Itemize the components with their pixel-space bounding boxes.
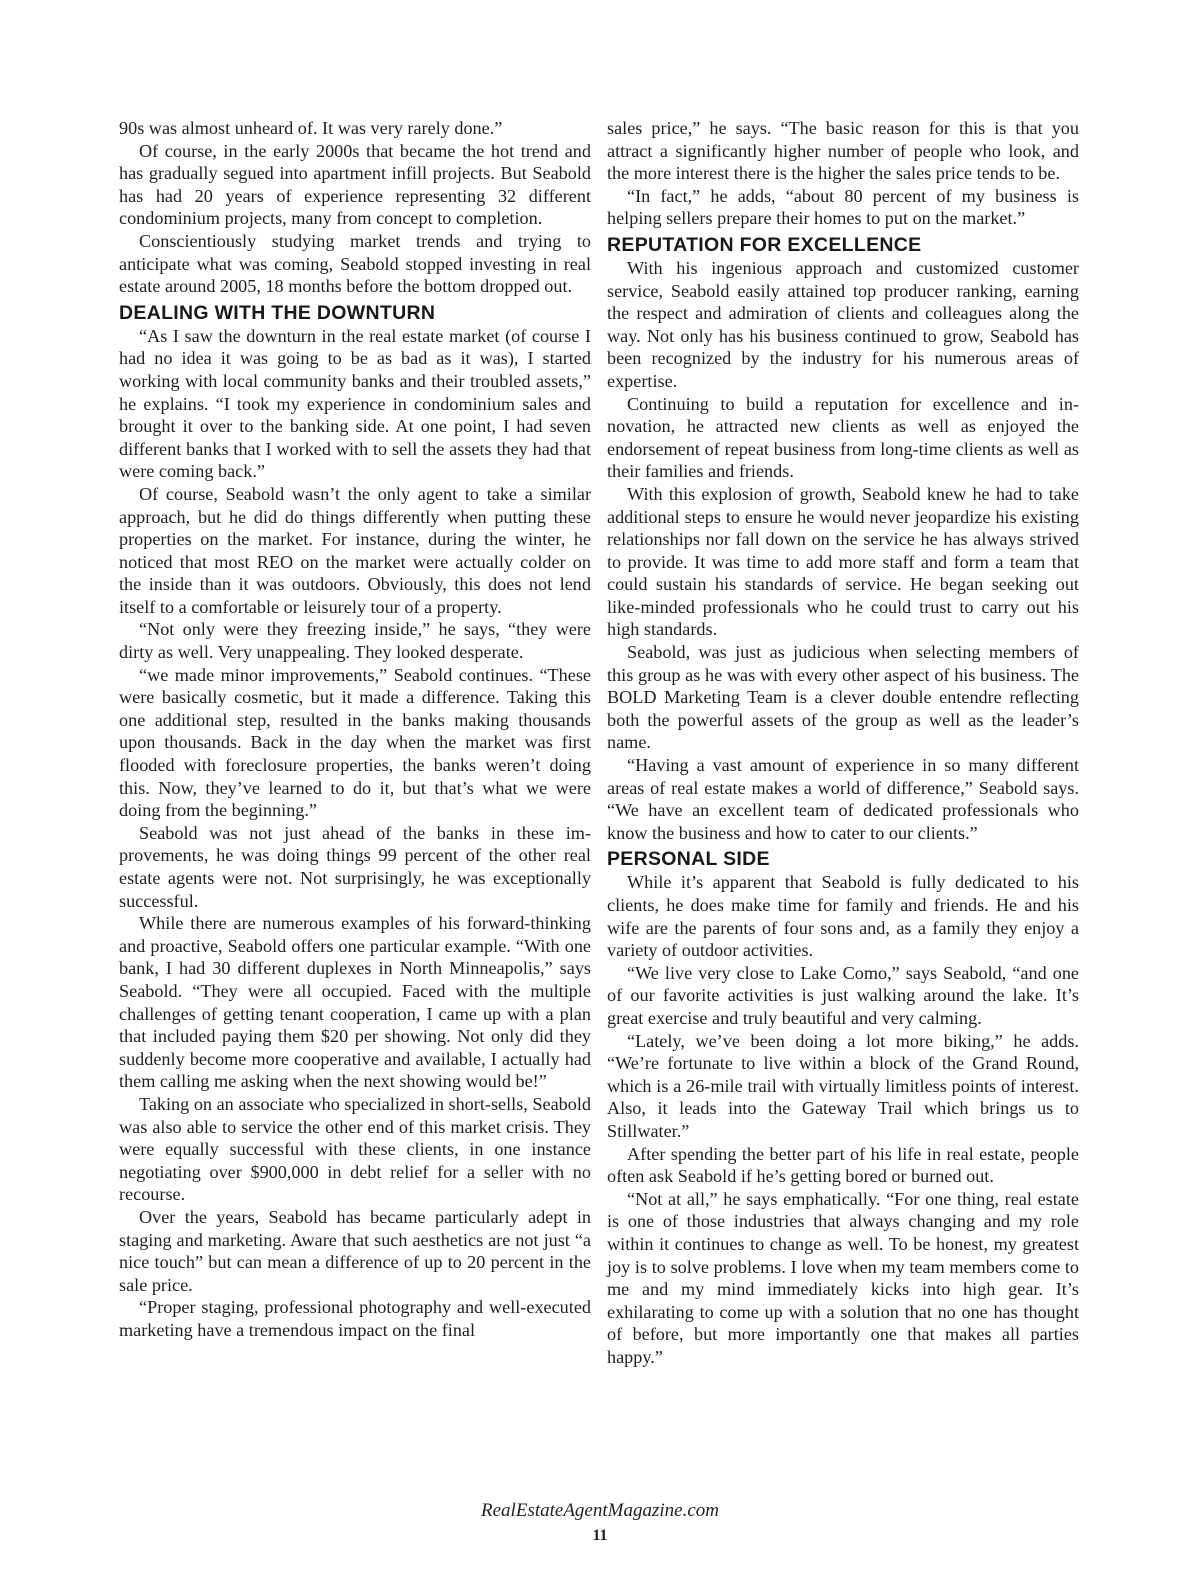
section-heading-reputation: REPUTATION FOR EXCELLENCE (607, 233, 922, 256)
page-number: 11 (592, 1527, 608, 1544)
left-column (119, 117, 591, 1341)
right-column (607, 117, 1079, 1368)
paragraph: With his ingenious approach and customized customer service, Seabold easily attained top producer ranking, earning the respect and admiration of clients and colleagues along the way. Not only has his business continued to grow, Seabold has been recognized by the industry for his numerous areas of expertise. (607, 257, 1079, 391)
footer-site-name: RealEstateAgentMagazine.com (481, 1500, 719, 1521)
paragraph: “Having a vast amount of experience in so many different areas of real estate makes a world of difference,” Seabold says. “We have an excellent team of dedicated professionals who know the business and how to cater to our clients.” (607, 755, 1079, 843)
paragraph: Conscientiously studying market trends and trying to anticipate what was coming, Seabold stopped investing in real estate around 2005, 18 months before the bottom dropped out. (119, 230, 591, 297)
paragraph: With this explosion of growth, Seabold knew he had to take additional steps to ensure he would never jeopardize his existing relationships nor fall down on the service he has always strived to provide. It was time to add more staff and form a team that could sustain his standards of service. He began seeking out like-minded professionals who he could trust to carry out his high standards. (607, 483, 1079, 640)
paragraph: Over the years, Seabold has became particularly adept in staging and marketing. Aware that such aesthetics are not just “a nice touch” but can mean a difference of up to 20 percent in the sale price. (119, 1206, 591, 1295)
paragraph: While it’s apparent that Seabold is fully dedicated to his clients, he does make time for family and friends. He and his wife are the parents of four sons and, as a family they enjoy a variety of outdoor activities. (607, 872, 1079, 961)
paragraph: “Lately, we’ve been doing a lot more biking,” he adds. “We’re fortunate to live within a block of the Grand Round, which is a 26-mile trail with virtually limitless points of interest. Also, it leads into the Gateway Trail which brings us to Stillwater.” (607, 1030, 1079, 1141)
paragraph: Seabold was not just ahead of the banks in these improvements, he was doing things 99 percent of the other real estate agents were not. Not surprisingly, he was exceptionally successful. (119, 822, 591, 911)
paragraph: 90s was almost unheard of. It was very rarely done.” (119, 118, 503, 138)
paragraph: “Proper staging, professional photography and well-executed marketing have a tremendous impact on the final (119, 1297, 591, 1340)
paragraph: “Not only were they freezing inside,” he says, “they were dirty as well. Very unappealing. They looked desperate. (119, 619, 591, 663)
paragraph: Of course, Seabold wasn’t the only agent to take a similar approach, but he did do things differently when putting these properties on the market. For instance, during the winter, he noticed that most REO on the market were actually colder on the inside than it was outdoors. Obviously, this does not lend itself to a comfortable or leisurely tour of a property. (119, 483, 591, 617)
paragraph: While there are numerous examples of his forward-thinking and proactive, Seabold offers one particular example. “With one bank, I had 30 different duplexes in North Minneapolis,” says Seabold. “They were all occupied. Faced with the multiple challenges of getting tenant cooperation, I came up with a plan that included paying them $20 per showing. Not only did they suddenly become more cooperative and available, I actually had them calling me asking when the next showing would be!” (119, 913, 591, 1092)
paragraph: “Not at all,” he says emphatically. “For one thing, real estate is one of those industries that always changing and my role within it continues to change as well. To be honest, my greatest joy is to solve problems. I love when my team members come to me and my mind immediately kicks into high gear. It’s exhilarating to come up with a solution that no one has thought of before, but more importantly one that makes all parties happy.” (607, 1188, 1079, 1367)
paragraph: After spending the better part of his life in real estate, people often ask Seabold if he’s getting bored or burned out. (607, 1143, 1079, 1187)
paragraph: “In fact,” he adds, “about 80 percent of my business is helping sellers prepare their homes to put on the market.” (607, 185, 1079, 229)
section-heading-personal: PERSONAL SIDE (607, 848, 770, 871)
section-heading-downturn: DEALING WITH THE DOWNTURN (119, 301, 436, 324)
paragraph: “we made minor improvements,” Seabold continues. “These were basically cosmetic, but it made a difference. Taking this one additional step, resulted in the banks making thousands upon thousands. Back in the day when the market was first flooded with foreclosure properties, the banks weren’t doing this. Now, they’ve learned to do it, but that’s what we were doing from the beginning.” (119, 664, 591, 821)
paragraph: Of course, in the early 2000s that became the hot trend and has gradually segued into apartment infill projects. But Seabold has had 20 years of experience representing 32 different condominium projects, many from concept to completion. (119, 140, 591, 229)
paragraph: Taking on an associate who specialized in short-sells, Seabold was also able to service the other end of this market crisis. They were equally successful with these clients, in one instance negotiating over $900,000 in debt relief for a seller with no recourse. (119, 1093, 591, 1205)
paragraph: sales price,” he says. “The basic reason for this is that you attract a significantly higher number of people who look, and the more interest there is the higher the sales price tends to be. (607, 118, 1079, 184)
paragraph: “We live very close to Lake Como,” says Seabold, “and one of our favorite activities is just walking around the lake. It’s great exercise and truly beautiful and very calming. (607, 962, 1079, 1028)
paragraph: “As I saw the downturn in the real estate market (of course I had no idea it was going to be as bad as it was), I started working with local community banks and their troubled assets,” he explains. “I took my experience in condominium sales and brought it over to the banking side. At one point, I had seven different banks that I worked with to sell the assets they had that were coming back.” (119, 325, 591, 482)
paragraph: Continuing to build a reputation for excellence and innovation, he attracted new clients as well as enjoyed the endorsement of repeat business from long-time clients as well as their families and friends. (607, 393, 1079, 482)
paragraph: Seabold, was just as judicious when selecting members of this group as he was with every other aspect of his business. The BOLD Marketing Team is a clever double entendre reflecting both the powerful assets of the group as well as the leader’s name. (607, 642, 1079, 753)
